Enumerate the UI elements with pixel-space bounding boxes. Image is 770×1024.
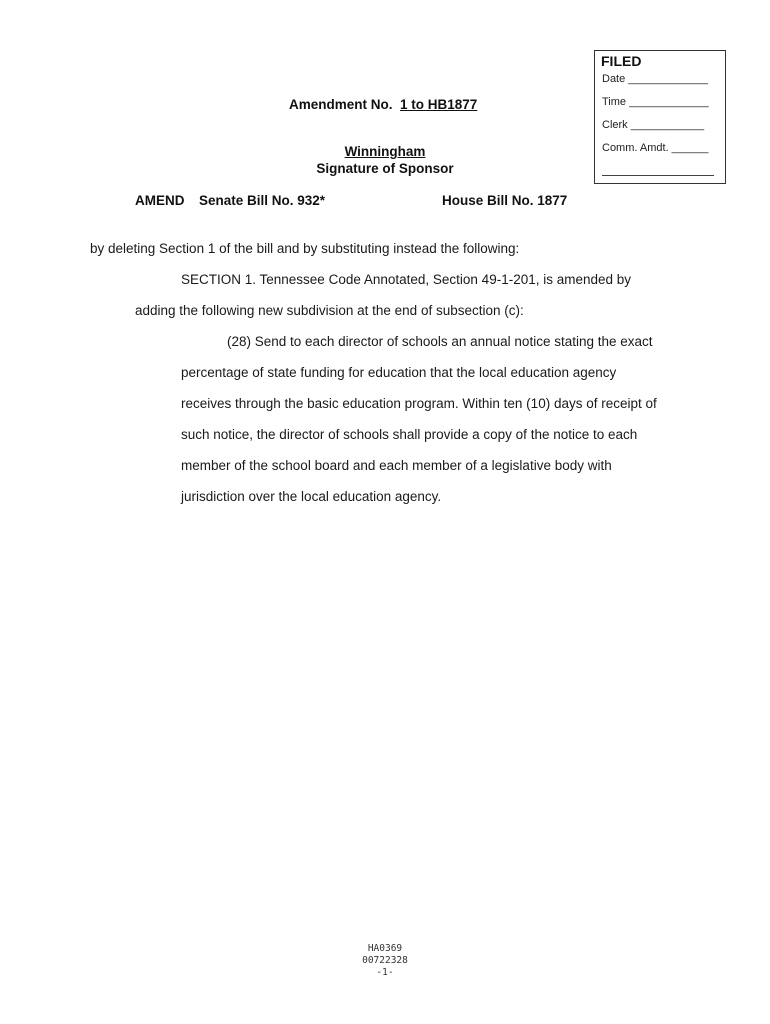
filed-date-line: Date _____________ <box>602 73 708 85</box>
body-line-2: SECTION 1. Tennessee Code Annotated, Section 49-1-201, is amended by <box>181 272 632 287</box>
house-bill-number: House Bill No. 1877 <box>442 193 568 208</box>
amendment-prefix: Amendment No. <box>289 97 393 112</box>
senate-bill-number: Senate Bill No. 932* <box>199 193 326 208</box>
body-line-3: adding the following new subdivision at the end of subsection (c): <box>135 303 524 318</box>
body-line-8: member of the school board and each member of a legislative body with <box>181 458 612 473</box>
filed-time-line: Time _____________ <box>602 96 709 108</box>
amend-label: AMEND <box>135 193 185 208</box>
amendment-heading <box>289 97 477 112</box>
footer-code-1: HA0369 <box>367 943 403 954</box>
page-number: -1- <box>376 967 394 978</box>
body-line-7: such notice, the director of schools shall provide a copy of the notice to each <box>181 427 638 442</box>
filed-clerk-line: Clerk ____________ <box>602 119 705 131</box>
body-line-1: by deleting Section 1 of the bill and by substituting instead the following: <box>90 241 520 256</box>
body-line-4: (28) Send to each director of schools an annual notice stating the exact <box>227 334 653 349</box>
amendment-number: 1 to HB1877 <box>400 97 478 112</box>
body-line-5: percentage of state funding for education that the local education agency <box>181 365 617 380</box>
sponsor-label: Signature of Sponsor <box>316 161 454 176</box>
filed-comm-amdt-line: Comm. Amdt. ______ <box>602 142 709 154</box>
body-line-6: receives through the basic education program. Within ten (10) days of receipt of <box>181 396 657 411</box>
filed-title: FILED <box>601 53 642 69</box>
sponsor-name: Winningham <box>344 144 426 159</box>
body-line-9: jurisdiction over the local education agency. <box>181 489 442 504</box>
footer-code-2: 00722328 <box>362 955 408 966</box>
